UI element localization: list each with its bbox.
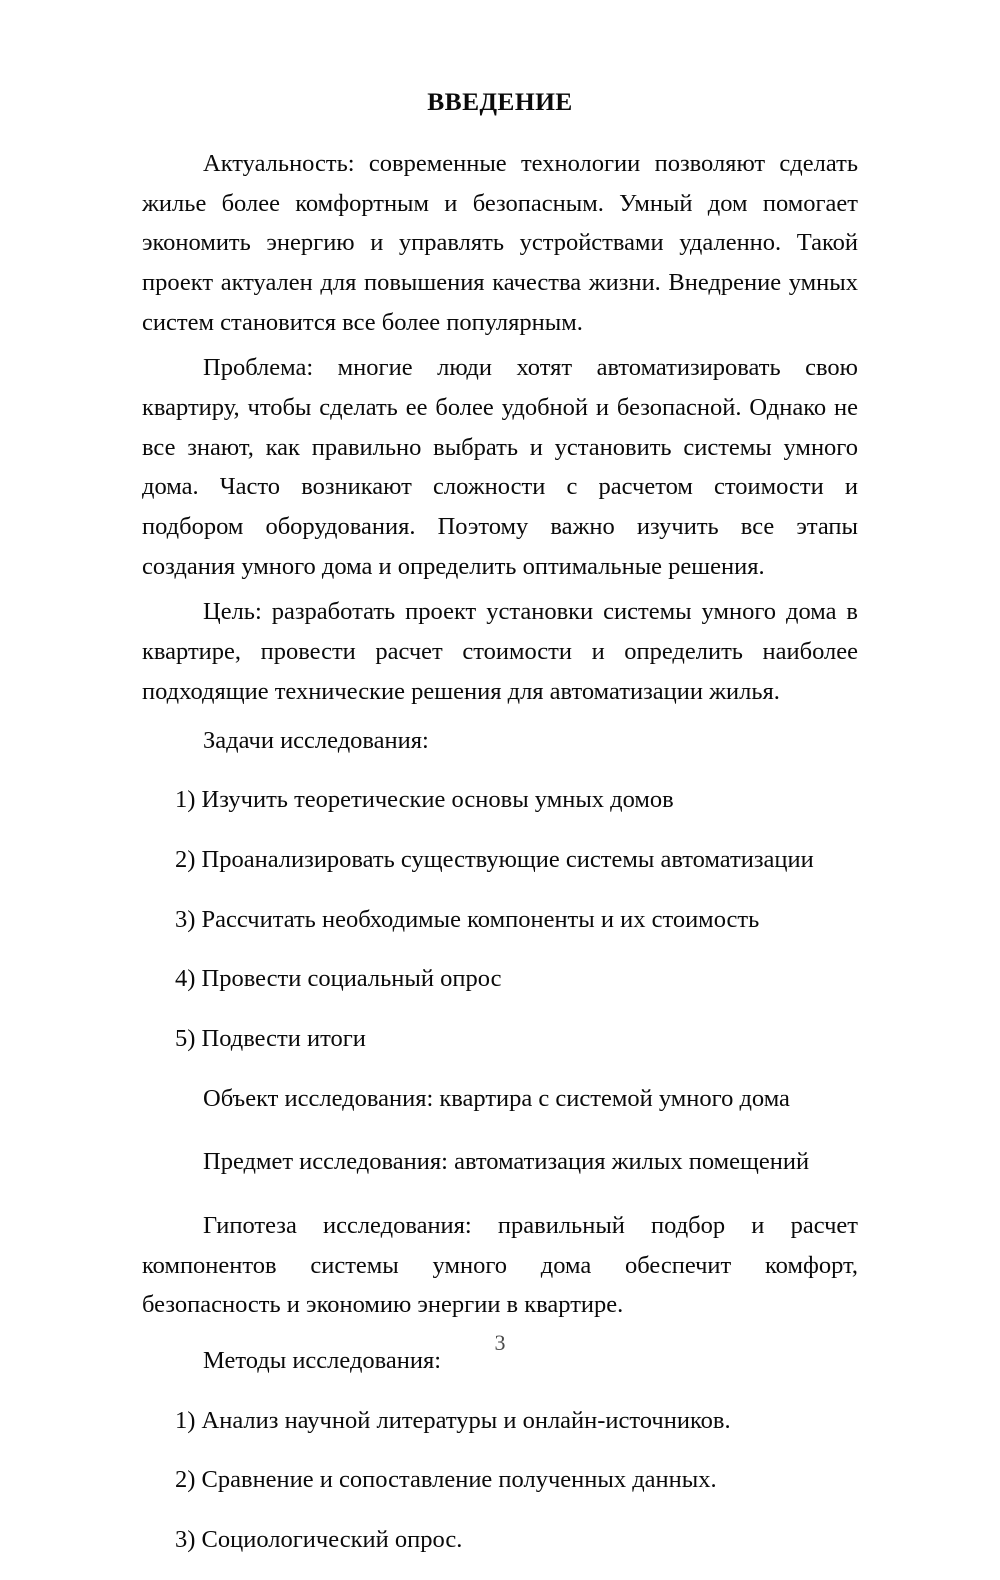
list-item: 1) Изучить теоретические основы умных домов <box>175 786 674 814</box>
tasks-heading: Задачи исследования: <box>203 726 429 754</box>
paragraph-hypothesis: Гипотеза исследования: правильный подбор и расчет компонентов системы умного дома обеспечит комфорт, безопасность и экономию энергии в квартире. <box>142 1212 858 1319</box>
list-item: 5) Подвести итоги <box>175 1024 366 1052</box>
paragraph-goal: Цель: разработать проект установки системы умного дома в квартире, провести расчет стоимости и определить наиболее подходящие технические решения для автоматизации жилья. <box>142 598 858 705</box>
methods-heading: Методы исследования: <box>203 1347 442 1375</box>
list-item: 1) Анализ научной литературы и онлайн-источников. <box>175 1406 731 1434</box>
page-title: ВВЕДЕНИЕ <box>427 87 573 116</box>
paragraph-problem: Проблема: многие люди хотят автоматизировать свою квартиру, чтобы сделать ее более удобной и безопасной. Однако не все знают, как правильно выбрать и установить системы умного дома. Часто возникают сложности с расчетом стоимости и подбором оборудования. Поэтому важно изучить все этапы создания умного дома и определить оптимальные решения. <box>142 354 858 580</box>
list-item: 2) Сравнение и сопоставление полученных данных. <box>175 1466 717 1494</box>
research-subject-line: Предмет исследования: автоматизация жилых помещений <box>203 1148 810 1176</box>
page-number: 3 <box>494 1330 506 1355</box>
research-object-line: Объект исследования: квартира с системой умного дома <box>203 1084 790 1112</box>
list-item: 3) Социологический опрос. <box>175 1526 463 1554</box>
list-item: 2) Проанализировать существующие системы автоматизации <box>175 845 814 873</box>
paragraph-relevance: Актуальность: современные технологии позволяют сделать жилье более комфортным и безопасным. Умный дом помогает экономить энергию и управлять устройствами удаленно. Такой проект актуален для повышения качества жизни. Внедрение умных систем становится все более популярным. <box>142 149 858 336</box>
list-item: 3) Рассчитать необходимые компоненты и их стоимость <box>175 905 760 933</box>
list-item: 4) Провести социальный опрос <box>175 965 502 993</box>
